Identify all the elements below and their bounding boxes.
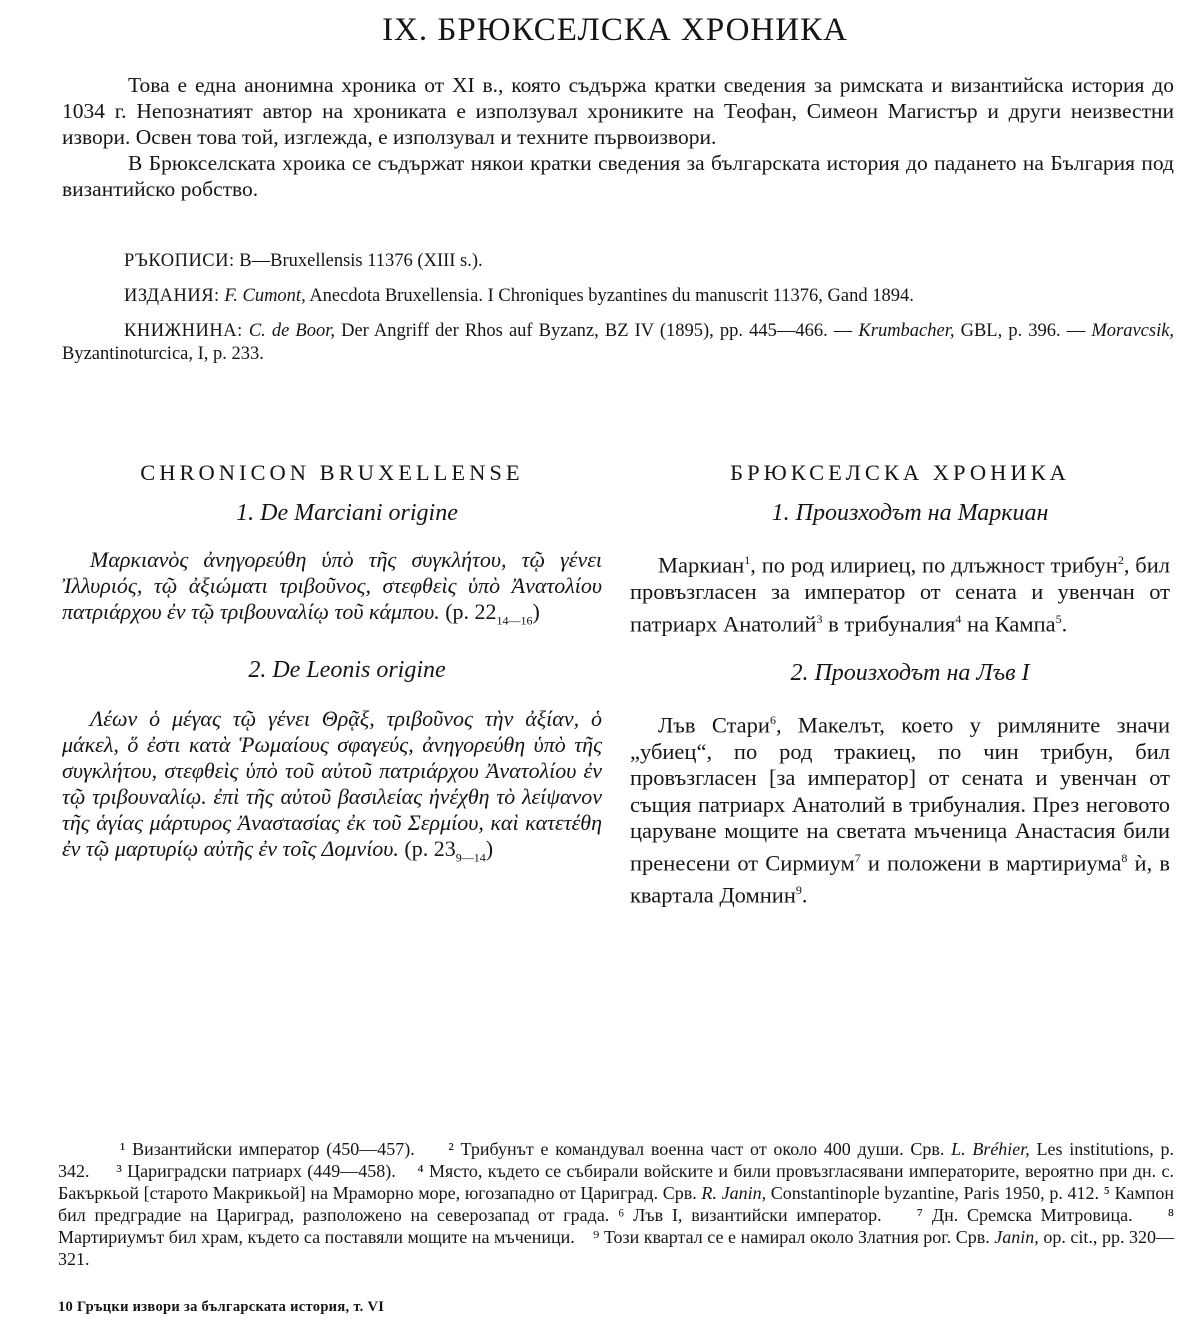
greek-section-2-title: 2. De Leonis origine: [248, 657, 446, 684]
greek-section-2-body: Λέων ὁ μέγας τῷ γένει Θρᾷξ, τριβοῦνος τὴν ἀξίαν, ὁ μάκελ, ὅ ἐστι κατὰ Ῥωμαίους σφαγεύς, ἀνηγορεύθη ὑπὸ τῆς συγκλήτου, στεφθεὶς ὑπὸ τοῦ αὐτοῦ πατριάρχου Ἀνατολίου ἐν τῷ τριβουναλίῳ. ἐπὶ τῆς αὐτοῦ βασιλείας ἠνέχθη τὸ λείψανον τῆς ἁγίας μάρτυρος Ἀναστασίας ἐκ τοῦ Σερμίου, καὶ κατετέθη ἐν τῷ μαρτυρίῳ αὐτῆς ἐν τοῖς Δομνίου.: [62, 706, 602, 862]
footnote-1: ¹ Византийски император (450—457).: [120, 1139, 415, 1159]
footnote-ref-8: 8: [1121, 850, 1128, 865]
bulgarian-section-2-text: Лъв Стари$^6$, Макелът, което у римляните значи „убиец“, по род тракиец, по чин трибун, бил провъзгласен [за император] от сената и увенчан от същия патриарх Анатолий в трибуналия. През неговото царуване мощите на светата мъченица Анастасия били пренесени от Сирмиум$^7$ и положени в мартириума$^8$ ѝ, в квартала Домнин$^9$.: [630, 712, 1170, 907]
greek-column: [62, 460, 602, 871]
intro-paragraph-1: Това е една анонимна хроника от XI в., която съдържа кратки сведения за римската и византийска история до 1034 г. Непознатият автор на хрониката е използувал хрониките на Теофан, Симеон Магистър и други неизвестни извори. Освен това той, изглежда, е използувал и техните първоизвори.: [62, 73, 1174, 149]
bulgarian-column: [630, 460, 1170, 909]
footnote-ref-5: 5: [1055, 611, 1062, 626]
footnote-ref-9: 9: [795, 882, 802, 897]
literature-text-1: Der Angriff der Rhos auf Byzanz, BZ IV (1895), pp. 445—466. —: [341, 321, 853, 341]
literature-text-3: Byzantinoturcica, I, p. 233.: [62, 344, 264, 364]
footnote-4: ⁴ Място, където се събирали войските и били провъзгласявани императорите, вероятно при дн. с. Бакъркьой [старото Макрикьой] на Мраморно море, югозападно от Цариград. Срв.: [58, 1161, 1175, 1203]
editions-entry: [62, 285, 1174, 308]
greek-section-2-ref: (p. $23_{9—14}$): [404, 836, 494, 865]
bulgarian-column-heading: БРЮКСЕЛСКА ХРОНИКА: [730, 460, 1070, 485]
footnote-8: ⁸ Мартириумът бил храм, където са поставяли мощите на мъченици.: [58, 1205, 1174, 1247]
footnote-3: ³ Цариградски патриарх (449—458).: [116, 1161, 396, 1181]
literature-entry: [62, 320, 1174, 366]
editions-author: F. Cumont,: [224, 286, 306, 306]
bulgarian-section-2-title: 2. Произходът на Лъв I: [790, 659, 1030, 686]
page-footer: 10 Гръцки извори за българската история, т. VI: [58, 1299, 385, 1315]
footnote-7: ⁷ Дн. Сремска Митровица.: [916, 1205, 1133, 1225]
greek-section-1-ref: (p. $22_{14—16}$): [445, 599, 540, 628]
greek-section-1-body: Μαρκιανὸς ἀνηγορεύθη ὑπὸ τῆς συγκλήτου, τῷ γένει Ἰλλυριός, τῷ ἀξιώματι τριβοῦνος, στεφθεὶς ὑπὸ Ἀνατολίου πατριάρχου ἐν τῷ τριβουναλίῳ τοῦ κάμπου.: [62, 547, 602, 624]
literature-text-2: GBL, p. 396. —: [960, 321, 1086, 341]
footnote-5: ⁵ Кампон бил предградие на Цариград, разположено на северозапад от града.: [58, 1183, 1175, 1225]
footnote-ref-4: 4: [955, 611, 962, 626]
footnote-ref-2: 2: [1117, 553, 1124, 567]
literature-label: КНИЖНИНА:: [124, 321, 243, 341]
chapter-title: IX. БРЮКСЕЛСКА ХРОНИКА: [382, 12, 848, 48]
bibliography: [62, 250, 1174, 378]
literature-author-2: Krumbacher,: [858, 321, 955, 341]
footnote-2: ² Трибунът е командувал военна част от около 400 души. Срв.: [448, 1139, 945, 1159]
footnote-ref-6: 6: [769, 712, 776, 727]
manuscripts-entry: [62, 250, 1174, 273]
greek-section-2-text: [62, 706, 602, 870]
greek-column-heading: CHRONICON BRUXELLENSE: [140, 460, 524, 485]
footnotes-text: ¹ Византийски император (450—457). ² Трибунът е командувал военна част от около 400 души. Срв. L. Bréhier, Les institutions, p. 342. ³ Цариградски патриарх (449—458). ⁴ Място, където се събирали войските и били провъзгласявани императорите, вероятно при дн. с. Бакъркьой [старото Макрикьой] на Мраморно море, югозападно от Цариград. Срв. R. Janin, Constantinople byzantine, Paris 1950, p. 412. ⁵ Кампон бил предградие на Цариград, разположено на северозапад от града. ⁶ Лъв I, византийски император. ⁷ Дн. Сремска Митровица. ⁸ Мартириумът бил храм, където са поставяли мощите на мъченици. ⁹ Този квартал се е намирал около Златния рог. Срв. Janin, op. cit., pp. 320—321.: [58, 1139, 1175, 1269]
manuscripts-label: РЪКОПИСИ:: [124, 251, 235, 271]
editions-text: Anecdota Bruxellensia. I Chroniques byzantines du manuscrit 11376, Gand 1894.: [309, 286, 914, 306]
footnote-6: ⁶ Лъв I, византийски император.: [618, 1205, 882, 1225]
bulgarian-section-1-title: 1. Произходът на Маркиан: [771, 500, 1049, 526]
greek-section-1-text: [62, 547, 602, 633]
footnote-9: ⁹ Този квартал се е намирал около Златния рог. Срв.: [593, 1227, 990, 1247]
footnotes: [58, 1138, 1174, 1270]
introduction: [62, 72, 1174, 202]
bulgarian-section-1-text: Маркиан$^1$, по род илириец, по длъжност трибун$^2$, бил провъзгласен за император от сената и увенчан от патриарх Анатолий$^3$ в трибуналия$^4$ на Кампа$^5$.: [630, 552, 1171, 636]
literature-author-1: C. de Boor,: [248, 321, 335, 341]
footnote-ref-3: 3: [816, 611, 823, 626]
literature-author-3: Moravcsik,: [1091, 321, 1175, 341]
footnote-ref-1: 1: [744, 553, 751, 567]
editions-label: ИЗДАНИЯ:: [124, 286, 220, 306]
manuscripts-text: B—Bruxellensis 11376 (XIII s.).: [239, 251, 483, 271]
footnote-ref-7: 7: [854, 850, 861, 865]
intro-paragraph-2: В Брюкселската хроика се съдържат някои кратки сведения за българската история до падането на България под византийско робство.: [62, 151, 1174, 201]
greek-section-1-title: 1. De Marciani origine: [236, 500, 458, 526]
